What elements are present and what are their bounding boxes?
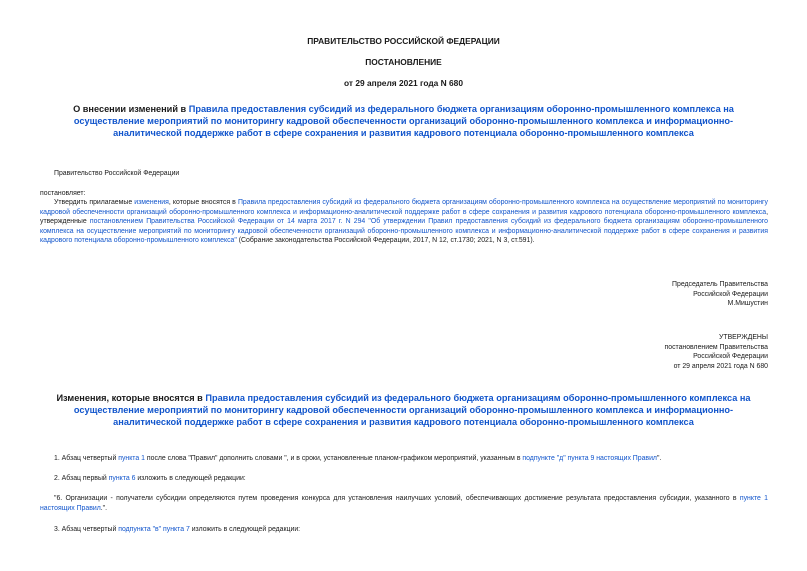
approved-date: от 29 апреля 2021 года N 680: [673, 362, 768, 370]
item1-text-2: после слова "Правил" дополнить словами ", и в сроки, установленные планом-графиком мероприятий, указанным в: [144, 455, 523, 462]
document-date-number: от 29 апреля 2021 года N 680: [344, 78, 463, 88]
document-title-prefix: О внесении изменений в: [73, 104, 189, 114]
item4-point7-link[interactable]: пункта 7: [163, 526, 190, 533]
item4-subpoint-link[interactable]: подпункта "в": [118, 526, 162, 533]
item4-text-3: изложить в следующей редакции:: [189, 526, 301, 533]
resolution-text-1: Утвердить прилагаемые: [54, 199, 135, 206]
resolution-text-2: , которые вносятся в: [168, 199, 238, 206]
resolution-294-link[interactable]: постановлением Правительства Российской Федерации от 14 марта 2017 г. N 294 "Об утверждении Правил предоставления субсидий из федерального бюджета организациям оборонно-промышленного комплекса на осуществление мероприятий по мониторингу кадровой обеспеченности организаций оборонно-промышленного комплекса и информационно-аналитической поддержке работ в сфере сохранения и развития кадрового потенциала оборонно-промышленного комплекса": [40, 218, 769, 245]
changes-link[interactable]: изменения: [134, 199, 169, 206]
item2-text-2: изложить в следующей редакции:: [135, 475, 246, 482]
approved-label: УТВЕРЖДЕНЫ: [719, 334, 768, 341]
signature-block: [672, 280, 768, 309]
approved-block: [665, 333, 769, 371]
item4-text-1: 3. Абзац четвертый: [54, 526, 119, 533]
item3-text-1: "6. Организации - получатели субсидии определяются путем проведения конкурса для установления наилучших условий, обеспечивающих достижение результата предоставления субсидии, указанного в: [54, 495, 740, 502]
item1-point1-link[interactable]: пункта 1: [118, 455, 145, 462]
changes-title-link[interactable]: Правила предоставления субсидий из федерального бюджета организациям оборонно-промышленного комплекса на осуществление мероприятий по мониторингу кадровой обеспеченности организаций оборонно-промышленного комплекса и информационно-аналитической поддержке работ в сфере сохранения и развития кадрового потенциала оборонно-промышленного комплекса: [73, 393, 751, 427]
approved-country: Российской Федерации: [693, 353, 768, 361]
document-title: [40, 103, 767, 139]
rules-link[interactable]: Правила предоставления субсидий из федерального бюджета организациям оборонно-промышленного комплекса на осуществление мероприятий по мониторингу кадровой обеспеченности организаций оборонно-промышленного комплекса и информационно-аналитической поддержке работ в сфере сохранения и развития кадрового потенциала оборонно-промышленного комплекса: [40, 199, 768, 216]
document-type: ПОСТАНОВЛЕНИЕ: [365, 57, 442, 67]
changes-title: [40, 392, 767, 428]
item3-point1-link[interactable]: пункте 1 настоящих Правил: [40, 495, 769, 512]
resolution-text-3: , утвержденные: [40, 208, 768, 226]
approved-by: постановлением Правительства: [664, 343, 768, 351]
government-name: ПРАВИТЕЛЬСТВО РОССИЙСКОЙ ФЕДЕРАЦИИ: [307, 36, 500, 46]
item1-text-1: 1. Абзац четвертый: [54, 455, 119, 462]
item1-text-3: ".: [656, 455, 662, 462]
resolution-text-4: (Собрание законодательства Российской Федерации, 2017, N 12, ст.1730; 2021, N 3, ст.591).: [236, 237, 535, 245]
document-title-link[interactable]: Правила предоставления субсидий из федерального бюджета организациям оборонно-промышленного комплекса на осуществление мероприятий по мониторингу кадровой обеспеченности организаций оборонно-промышленного комплекса и информационно-аналитической поддержке работ в сфере сохранения и развития кадрового потенциала оборонно-промышленного комплекса: [73, 104, 734, 138]
signature-country: Российской Федерации: [693, 290, 768, 298]
item2-text-1: 2. Абзац первый: [54, 475, 109, 482]
signature-name: М.Мишустин: [727, 300, 768, 308]
item2-point6-link[interactable]: пункта 6: [108, 475, 136, 482]
item3-text-2: .".: [100, 504, 108, 512]
change-item-1: [54, 454, 768, 464]
signature-position: Председатель Правительства: [672, 281, 768, 288]
change-item-2-text: [40, 494, 768, 513]
resolves-line: постановляет:: [40, 190, 86, 197]
resolution-paragraph: [40, 198, 768, 246]
change-item-2: [54, 474, 768, 484]
change-item-3: [54, 525, 768, 535]
government-line: Правительство Российской Федерации: [54, 170, 180, 177]
item1-subpoint-link[interactable]: подпункте "д" пункта 9 настоящих Правил: [522, 455, 657, 462]
changes-title-prefix: Изменения, которые вносятся в: [56, 393, 206, 403]
